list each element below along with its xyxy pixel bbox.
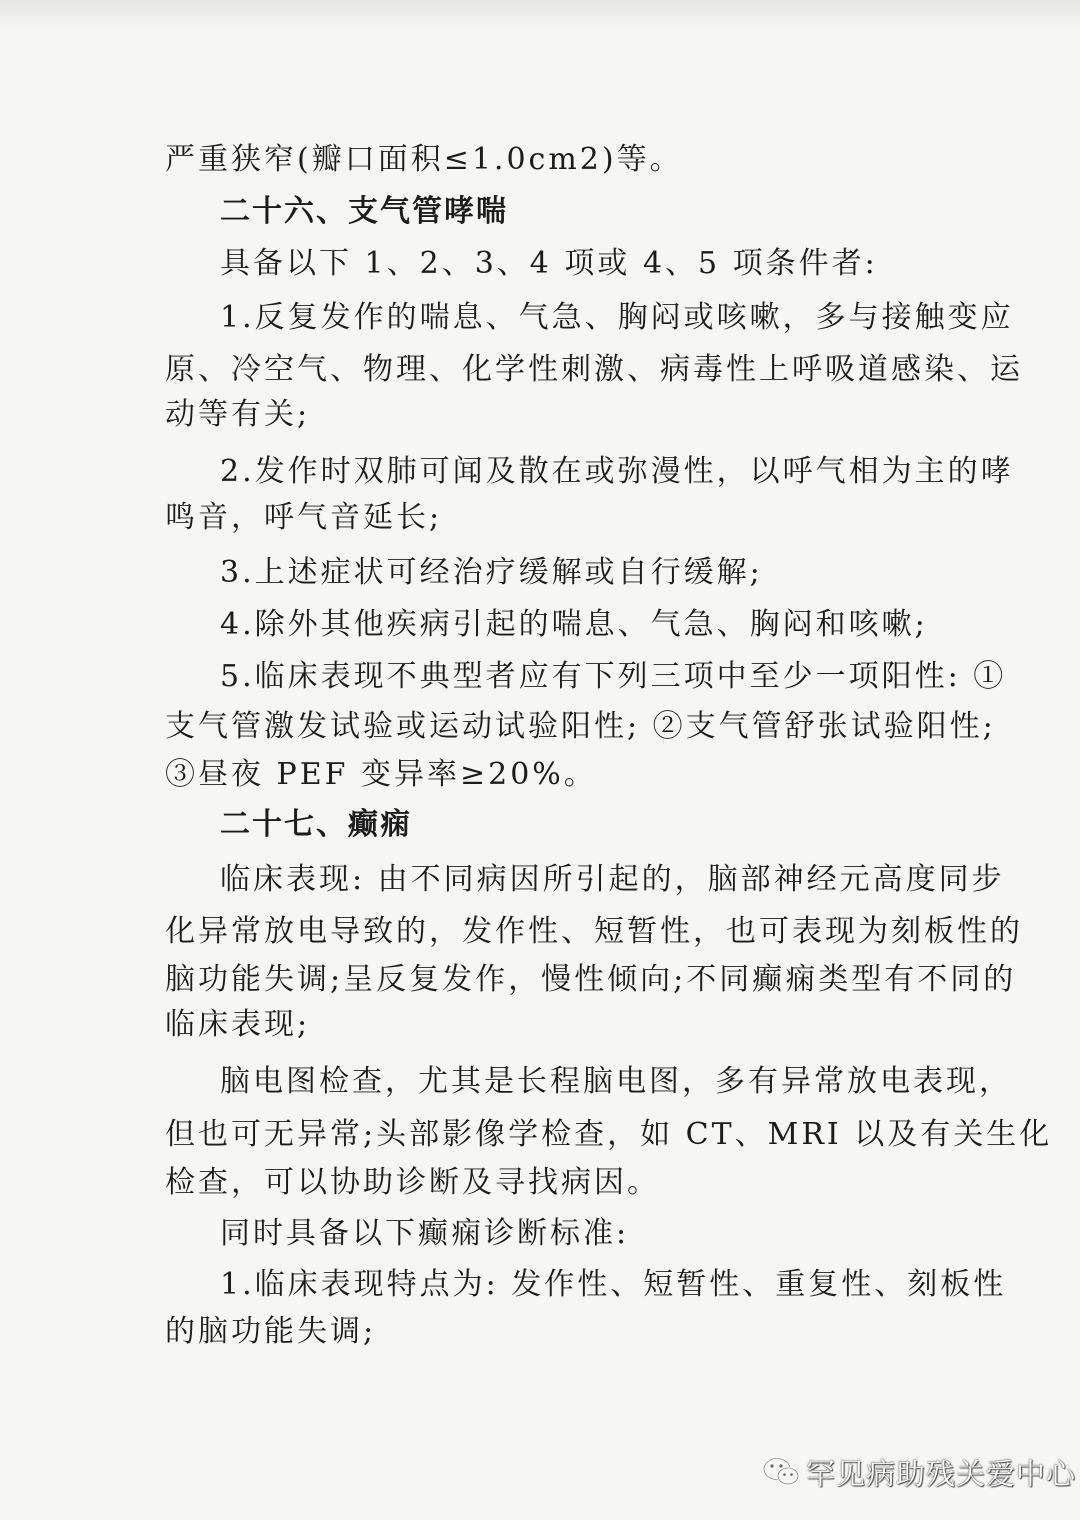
text-line: 脑功能失调;呈反复发作，慢性倾向;不同癫痫类型有不同的 <box>165 962 1017 997</box>
text-line: 鸣音，呼气音延长; <box>165 500 443 535</box>
text-line: 临床表现; <box>165 1007 311 1042</box>
text-line: 严重狭窄(瓣口面积≤1.0cm2)等。 <box>165 142 683 177</box>
text-line: 具备以下 1、2、3、4 项或 4、5 项条件者: <box>220 246 878 281</box>
text-line: 临床表现: 由不同病因所引起的，脑部神经元高度同步 <box>220 862 1005 897</box>
text-line: 2.发作时双肺可闻及散在或弥漫性，以呼气相为主的哮 <box>220 454 1014 489</box>
text-line: 1.临床表现特点为: 发作性、短暂性、重复性、刻板性 <box>220 1267 1007 1302</box>
wechat-icon <box>762 1456 800 1488</box>
text-line: 检查，可以协助诊断及寻找病因。 <box>165 1165 660 1200</box>
text-line: 的脑功能失调; <box>165 1314 377 1349</box>
text-line: 同时具备以下癫痫诊断标准: <box>220 1216 630 1251</box>
text-line: 原、冷空气、物理、化学性刺激、病毒性上呼吸道感染、运 <box>165 352 1023 387</box>
text-line: 动等有关; <box>165 397 311 432</box>
text-line: 3.上述症状可经治疗缓解或自行缓解; <box>220 555 763 590</box>
text-line: 5.临床表现不典型者应有下列三项中至少一项阳性: ① <box>220 659 1007 694</box>
scan-edge <box>0 0 1080 30</box>
text-line: 但也可无异常;头部影像学检查，如 CT、MRI 以及有关生化 <box>165 1117 1053 1152</box>
watermark-text: 罕见病助残关爱中心 <box>806 1456 1077 1491</box>
text-line: 脑电图检查，尤其是长程脑电图，多有异常放电表现， <box>220 1064 1012 1099</box>
text-line: ③昼夜 PEF 变异率≥20%。 <box>165 757 597 792</box>
text-line: 4.除外其他疾病引起的喘息、气急、胸闷和咳嗽; <box>220 607 928 642</box>
text-line: 1.反复发作的喘息、气急、胸闷或咳嗽，多与接触变应 <box>220 300 1014 335</box>
section-heading-epilepsy: 二十七、癫痫 <box>220 807 412 842</box>
text-line: 支气管激发试验或运动试验阳性; ②支气管舒张试验阳性; <box>165 709 996 744</box>
watermark <box>762 1450 1076 1494</box>
text-line: 化异常放电导致的，发作性、短暂性，也可表现为刻板性的 <box>165 914 1023 949</box>
section-heading-asthma: 二十六、支气管哮喘 <box>220 194 508 229</box>
